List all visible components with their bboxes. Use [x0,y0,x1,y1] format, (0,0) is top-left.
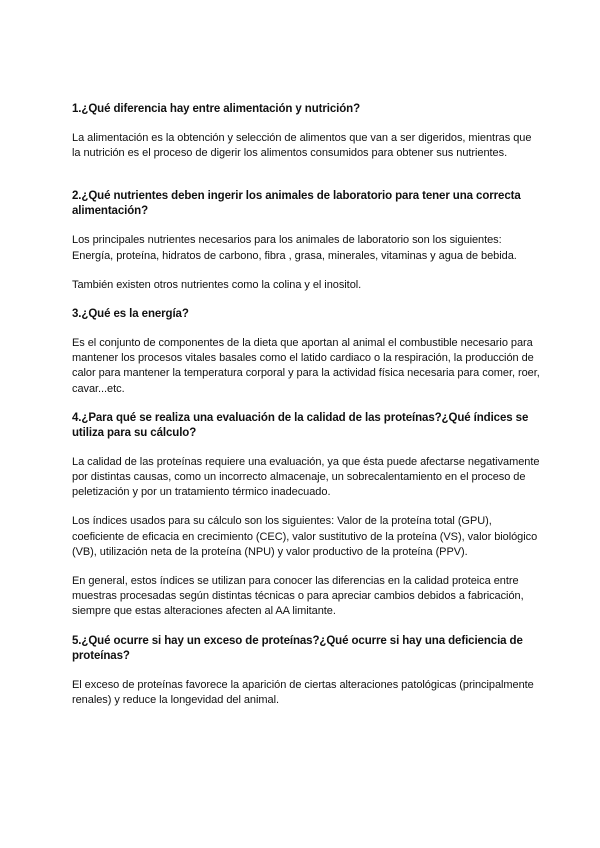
question-5-heading: 5.¿Qué ocurre si hay un exceso de proteínas?¿Qué ocurre si hay una deficiencia de proteínas? [72,634,523,662]
answer-1-paragraph-1: La alimentación es la obtención y selección de alimentos que van a ser digeridos, mientras que la nutrición es el proceso de digerir los alimentos consumidos para obtener sus nutrientes. [72,132,532,160]
answer-4-paragraph-3: En general, estos índices se utilizan para conocer las diferencias en la calidad proteica entre muestras procesadas según distintas técnicas o para apreciar cambios debidos a fabricación, siempre que estas alteraciones afecten al AA limitante. [72,575,524,618]
question-2-heading: 2.¿Qué nutrientes deben ingerir los animales de laboratorio para tener una correcta alimentación? [72,190,521,218]
question-3-heading: 3.¿Qué es la energía? [72,308,189,321]
answer-2-paragraph-2: También existen otros nutrientes como la colina y el inositol. [72,278,362,291]
answer-3-paragraph-1: Es el conjunto de componentes de la dieta que aportan al animal el combustible necesario para mantener los procesos vitales basales como el latido cardiaco o la respiración, la producción de calor para mantener la temperatura corporal y para la actividad física necesaria para comer, roer, cavar...etc. [72,337,540,395]
answer-5-paragraph-1: El exceso de proteínas favorece la aparición de ciertas alteraciones patológicas (principalmente renales) y reduce la longevidad del animal. [72,678,534,706]
question-4-heading: 4.¿Para qué se realiza una evaluación de la calidad de las proteínas?¿Qué índices se utiliza para su cálculo? [72,411,529,439]
answer-4-paragraph-1: La calidad de las proteínas requiere una evaluación, ya que ésta puede afectarse negativamente por distintas causas, como un incorrecto almacenaje, un sobrecalentamiento en el proceso de peletización y por un tratamiento térmico inadecuado. [72,455,540,499]
document-body [72,102,542,722]
answer-2-paragraph-1: Los principales nutrientes necesarios para los animales de laboratorio son los siguientes: Energía, proteína, hidratos de carbono, fibra , grasa, minerales, vitaminas y agua de bebida. [72,234,517,262]
answer-4-paragraph-2: Los índices usados para su cálculo son los siguientes: Valor de la proteína total (GPU), coeficiente de eficacia en crecimiento (CEC), valor sustitutivo de la proteína (VS), valor biológico (VB), utilización neta de la proteína (NPU) y valor productivo de la proteína (PPV). [72,515,538,558]
question-1-heading: 1.¿Qué diferencia hay entre alimentación y nutrición? [72,103,361,115]
